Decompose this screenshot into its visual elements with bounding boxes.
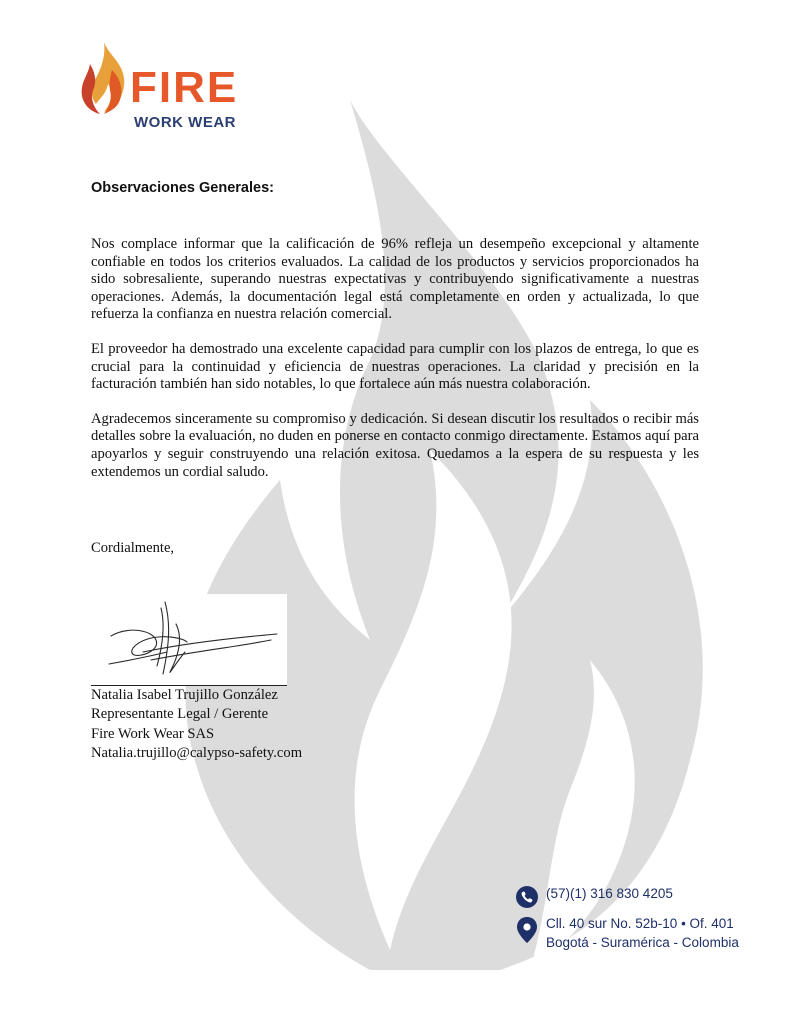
letter-body xyxy=(91,180,699,498)
closing-salutation: Cordialmente, xyxy=(91,540,175,556)
contact-footer xyxy=(516,884,739,952)
paragraph-1: Nos complace informar que la calificación de 96% refleja un desempeño excepcional y altamente confiable en todos los criterios evaluados. La calidad de los productos y servicios proporcionados ha sido sobresaliente, superando nuestras expectativas y contribuyendo significativamente a nuestras operaciones. Además, la documentación legal está completamente en orden y actualizada, lo que refuerza la confianza en nuestra relación comercial. xyxy=(91,236,699,323)
contact-address-line1: Cll. 40 sur No. 52b-10 • Of. 401 xyxy=(546,916,734,931)
section-heading: Observaciones Generales: xyxy=(91,180,274,196)
paragraph-2: El proveedor ha demostrado una excelente capacidad para cumplir con los plazos de entrega, lo que es crucial para la continuidad y eficiencia de nuestras operaciones. La claridad y precisión en la facturación también han sido notables, lo que fortalece aún más nuestra colaboración. xyxy=(91,340,699,393)
signer-title: Representante Legal / Gerente xyxy=(91,706,269,723)
contact-phone-row xyxy=(516,884,739,903)
logo-wordmark-fire: FIRE xyxy=(130,63,239,112)
signer-company: Fire Work Wear SAS xyxy=(91,725,215,742)
phone-icon xyxy=(516,886,538,908)
signer-email: Natalia.trujillo@calypso-safety.com xyxy=(91,745,303,762)
handwritten-signature xyxy=(91,594,287,686)
paragraph-3: Agradecemos sinceramente su compromiso y dedicación. Si desean discutir los resultados o recibir más detalles sobre la evaluación, no duden en ponerse en contacto conmigo directamente. Estamos aquí para apoyarlos y seguir construyendo una relación exitosa. Quedamos a la espera de su respuesta y les extendemos un cordial saludo. xyxy=(91,410,699,480)
signer-block xyxy=(91,686,302,764)
contact-phone: (57)(1) 316 830 4205 xyxy=(546,886,673,901)
logo-wordmark-workwear: WORK WEAR xyxy=(134,114,236,131)
contact-address-line2: Bogotá - Suramérica - Colombia xyxy=(546,935,739,950)
signer-name: Natalia Isabel Trujillo González xyxy=(91,687,278,703)
flame-logo-icon xyxy=(78,40,134,116)
company-logo xyxy=(78,40,248,136)
location-pin-icon xyxy=(516,917,538,943)
contact-address-row xyxy=(516,914,739,952)
